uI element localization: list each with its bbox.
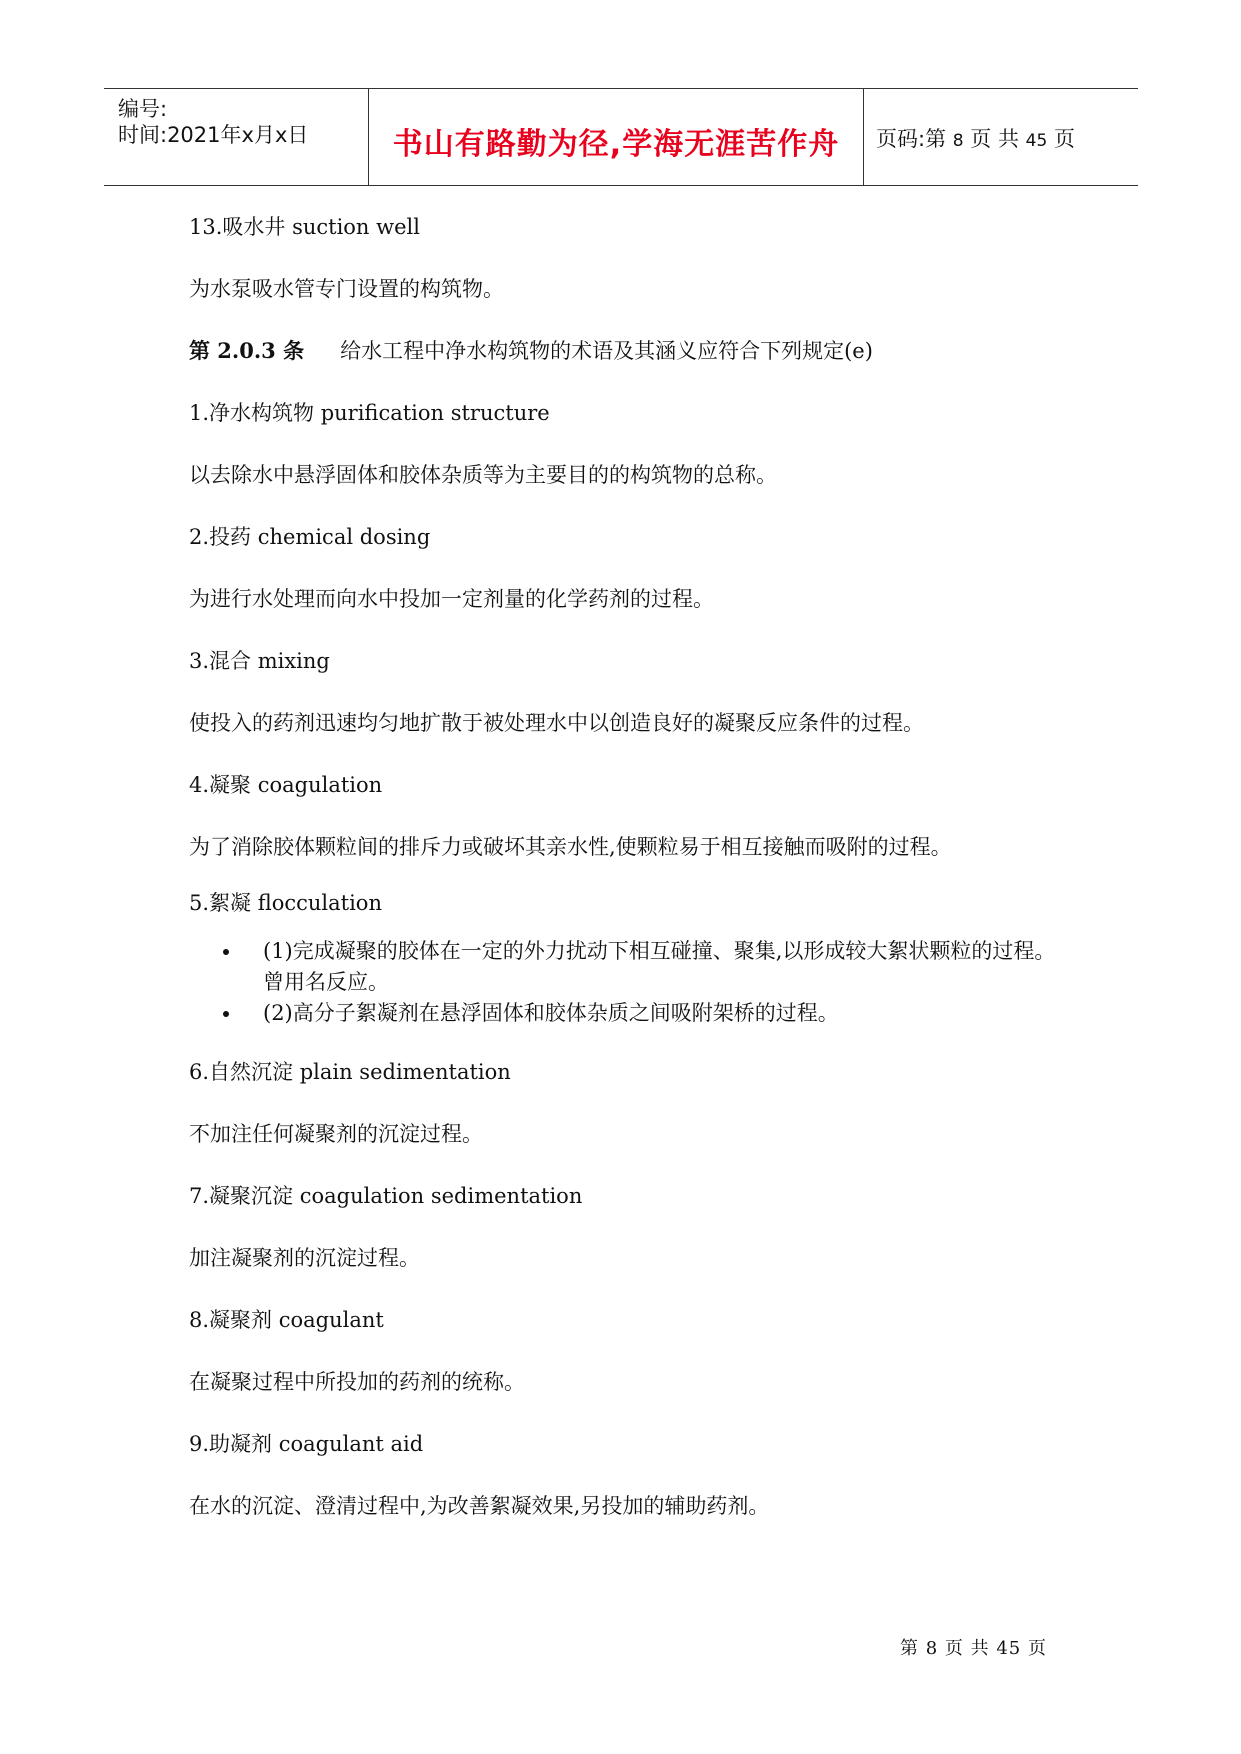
term-heading: 1.净水构筑物 purification structure bbox=[189, 401, 550, 425]
list-item: (2)高分子絮凝剂在悬浮固体和胶体杂质之间吸附架桥的过程。 bbox=[263, 998, 1069, 1029]
page-suffix: 页 bbox=[1053, 127, 1075, 151]
article-heading bbox=[189, 336, 1069, 366]
term-heading: 7.凝聚沉淀 coagulation sedimentation bbox=[189, 1184, 583, 1208]
page-total: 45 bbox=[1025, 131, 1048, 151]
page-prefix: 页码:第 bbox=[876, 127, 947, 151]
term-heading: 9.助凝剂 coagulant aid bbox=[189, 1432, 424, 1456]
term-definition: 在凝聚过程中所投加的药剂的统称。 bbox=[189, 1370, 525, 1394]
term-heading: 5.絮凝 flocculation bbox=[189, 891, 382, 915]
article-text: 给水工程中净水构筑物的术语及其涵义应符合下列规定(e) bbox=[340, 339, 873, 363]
term-definition: 在水的沉淀、澄清过程中,为改善絮凝效果,另投加的辅助药剂。 bbox=[189, 1494, 770, 1518]
term-definition: 不加注任何凝聚剂的沉淀过程。 bbox=[189, 1122, 483, 1146]
term-definition: 以去除水中悬浮固体和胶体杂质等为主要目的的构筑物的总称。 bbox=[189, 463, 777, 487]
term-heading: 4.凝聚 coagulation bbox=[189, 773, 383, 797]
term-definition: 加注凝聚剂的沉淀过程。 bbox=[189, 1246, 420, 1270]
list-item: (1)完成凝聚的胶体在一定的外力扰动下相互碰撞、聚集,以形成较大絮状颗粒的过程。曾用名反应。 bbox=[263, 936, 1069, 998]
page-current: 8 bbox=[952, 131, 964, 151]
term-heading: 13.吸水井 suction well bbox=[189, 215, 420, 239]
header-page-number bbox=[876, 123, 1075, 153]
header-page-cell bbox=[864, 89, 1138, 185]
header-motto-cell bbox=[369, 89, 864, 185]
document-number-label: 编号: bbox=[118, 97, 168, 121]
header-motto: 书山有路勤为径,学海无涯苦作舟 bbox=[392, 127, 840, 162]
term-heading: 6.自然沉淀 plain sedimentation bbox=[189, 1060, 511, 1084]
page-footer: 第 8 页 共 45 页 bbox=[900, 1638, 1047, 1659]
document-body bbox=[189, 212, 1069, 1553]
term-heading: 2.投药 chemical dosing bbox=[189, 525, 431, 549]
term-heading: 8.凝聚剂 coagulant bbox=[189, 1308, 384, 1332]
article-number: 第 2.0.3 条 bbox=[189, 338, 305, 363]
term-heading: 3.混合 mixing bbox=[189, 649, 330, 673]
term-definition: 使投入的药剂迅速均匀地扩散于被处理水中以创造良好的凝聚反应条件的过程。 bbox=[189, 711, 924, 735]
term-definition: 为了消除胶体颗粒间的排斥力或破坏其亲水性,使颗粒易于相互接触而吸附的过程。 bbox=[189, 835, 952, 859]
header-meta-cell bbox=[104, 89, 369, 185]
page-mid: 页 共 bbox=[970, 127, 1019, 151]
definition-list bbox=[189, 936, 1069, 1029]
document-time-label: 时间:2021年x月x日 bbox=[118, 123, 309, 147]
term-definition: 为进行水处理而向水中投加一定剂量的化学药剂的过程。 bbox=[189, 587, 714, 611]
page-header bbox=[104, 88, 1138, 186]
term-definition: 为水泵吸水管专门设置的构筑物。 bbox=[189, 277, 504, 301]
